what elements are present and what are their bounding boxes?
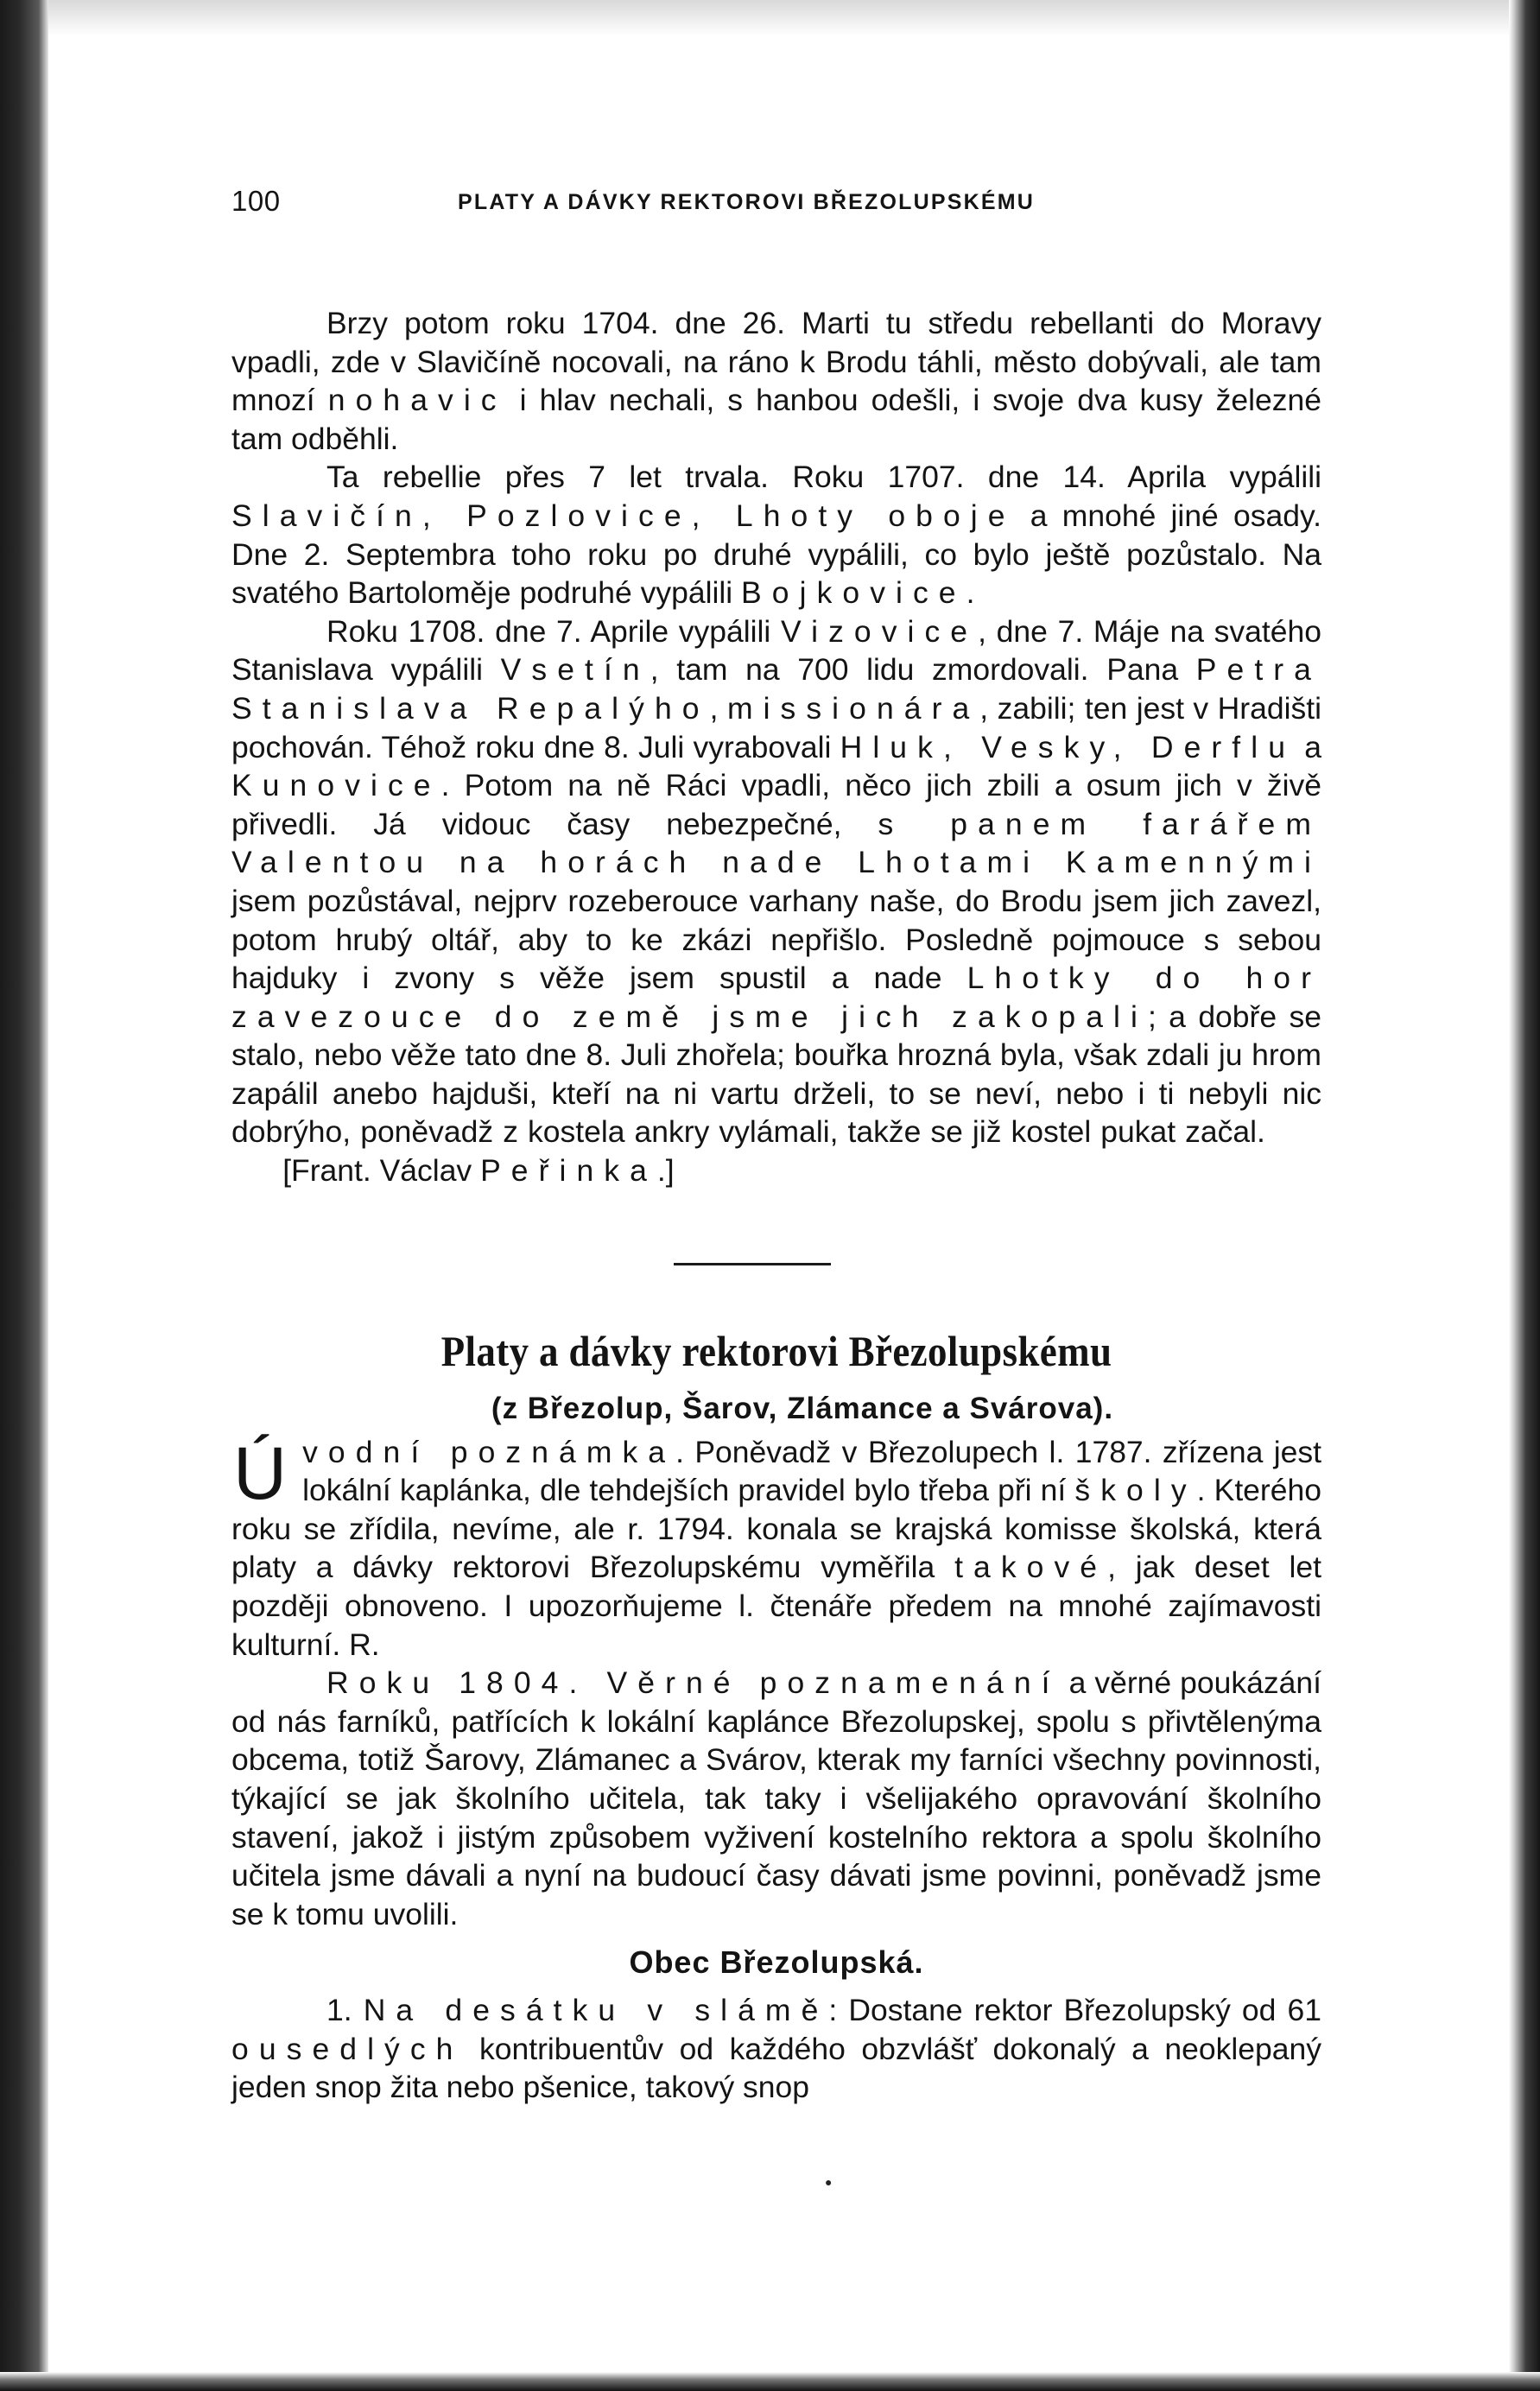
text-run: , dne 7. Máje na svatého Stanislava vypálili (231, 613, 1321, 688)
spaced-text: Lhotky do hor zavezouce do země jsme jich zakopali (231, 961, 1321, 1034)
page-number: 100 (231, 185, 281, 217)
ink-speck: ● (825, 2177, 833, 2190)
text-run: : Dostane rektor Březolupský od 61 (828, 1992, 1321, 2027)
spaced-text: missionára (726, 690, 980, 726)
chronicle-paragraph-3 (231, 612, 1321, 1190)
spaced-text: Bojkovice (741, 575, 966, 611)
text-run: . (966, 575, 975, 611)
spaced-text: ousedlých (231, 2031, 464, 2066)
text-run: , tam na 700 lidu zmordovali. Pana (650, 652, 1196, 688)
spaced-text: vodní poznámka (302, 1434, 676, 1469)
spaced-text: Roku 1804. (326, 1665, 607, 1701)
text-run: , jak deset let později obnoveno. I upozorňujeme l. čtenáře předem na mnohé zajímavosti kulturní. R. (231, 1550, 1322, 1662)
chronicle-paragraph-1 (231, 304, 1321, 458)
article-subtitle: (z Březolup, Šarov, Zlámance a Svárova). (491, 1391, 1114, 1425)
text-run: jsem pozůstával, nejprv rozeberouce varhany naše, do Brodu jsem jich zavezl, potom hrubý oltář, aby to ke zkázi nepřišlo. Posledně pojmouce s sebou hajduky i zvony s věže jsem spustil a nade (231, 883, 1321, 996)
chronicle-signature (282, 1153, 674, 1188)
scan-edge-right (1509, 0, 1540, 2391)
text-run: [Frant. Václav (282, 1153, 481, 1189)
spaced-text: Vizovice (781, 613, 979, 649)
text-run: .] (656, 1153, 675, 1189)
text-run: a mnohé jiné osady. Dne 2. Septembra toho roku po druhé vypálili, co bylo ještě pozůstalo. Na svatého Bartoloměje podruhé vypálili (231, 498, 1321, 611)
spaced-text: nohavic (327, 383, 507, 418)
spaced-text: Slavičín, Pozlovice, Lhoty oboje (231, 498, 1016, 533)
scan-edge-bottom (0, 2372, 1540, 2391)
spaced-text: Vsetín (500, 652, 650, 688)
spaced-text: Hluk, Vesky, Derflu (840, 729, 1296, 764)
spaced-text: Peřinka (480, 1153, 657, 1189)
article-title: Platy a dávky rektorovi Březolupskému (440, 1326, 1112, 1375)
text-run: kontribuentův od každého obzvlášť dokonalý a neoklepaný jeden snop žita nebo pšenice, takový snop (231, 2031, 1321, 2105)
chronicle-paragraph-2 (231, 458, 1321, 612)
text-run: Roku 1708. dne 7. Aprile vypálili (326, 613, 781, 649)
text-run: , zabili; ten jest v Hradišti pochován. Téhož roku dne 8. Juli vyrabovali (231, 690, 1321, 764)
text-run: . Potom na ně Ráci vpadli, něco jich zbili a osum jich v živě přivedli. Já vidouc časy nebezpečné, (231, 768, 1321, 841)
text-run: Ta rebellie přes 7 let trvala. Roku 1707. dne 14. Aprila vypálili (326, 460, 1321, 495)
text-run: ; a dobře se stalo, nebo věže tato dne 8. Juli zhořela; bouřka hrozná byla, však zdali ju hrom zapálil anebo hajduši, kteří na ni vartu drželi, to se neví, nebo i ti nebyli nic dobrýho, poněvadž z kostela ankry vylámali, takže se již kostel pukat začal. (231, 999, 1321, 1150)
scan-edge-left (0, 0, 48, 2391)
section-divider (674, 1263, 831, 1265)
spaced-text: školy (1074, 1473, 1197, 1508)
text-run: Brzy potom roku 1704. dne 26. Marti tu středu rebellanti do Moravy vpadli, zde v Slavičíně nocovali, na ráno k Brodu táhli, město dobývali, ale tam mnozí (231, 306, 1321, 418)
spaced-text: s panem farářem Valentou na horách nade Lhotami Kamennými (231, 806, 1321, 880)
spaced-text: Kunovice (231, 768, 441, 803)
article-body (231, 1433, 1321, 2107)
record-paragraph (231, 1664, 1321, 1933)
text-run: , (709, 690, 727, 726)
text-run: i hlav nechali, s hanbou odešli, i svoje dva kusy železné tam odběhli. (231, 383, 1321, 456)
running-head-title: PLATY A DÁVKY REKTOROVI BŘEZOLUPSKÉMU (458, 190, 1036, 214)
text-run: a věrné poukázání od nás farníků, patřících k lokální kaplánce Březolupskej, spolu s přivtělenýma obcema, totiž Šarovy, Zlámanec a Svárov, kterak my farníci všechny povinnosti, týkající se jak školního učitela, tak taky i všelijakého opravování školního stavení, jakož i jistým způsobem vyživení kostelního rektora a spolu školního učitela jsme dávali a nyní na budoucí časy dávati jsme povinni, poněvadž jsme se k tomu uvolili. (231, 1665, 1321, 1931)
text-column (231, 183, 1321, 2107)
running-head (231, 183, 1321, 221)
intro-paragraph (231, 1433, 1321, 1665)
text-run: . Kterého roku se zřídila, nevíme, ale r. 1794. konala se krajská komisse školská, která platy a dávky rektorovi Březolupskému vyměřila (231, 1473, 1321, 1585)
spaced-text: Petra Stanislava Repalýho (231, 652, 1321, 726)
text-run: a (1296, 729, 1322, 764)
text-run: 1. (326, 1992, 364, 2027)
chronicle-excerpt (231, 304, 1321, 1190)
item-paragraph (231, 1991, 1321, 2107)
drop-cap: Ú (233, 1431, 288, 1515)
scan-edge-top (0, 0, 1540, 36)
spaced-text: Na desátku v slámě (363, 1992, 829, 2027)
spaced-text: takové (954, 1550, 1108, 1585)
section-heading: Obec Březolupská. (629, 1944, 924, 1981)
text-run: . Poněvadž v Březolupech l. 1787. zřízena jest lokální kaplánka, dle tehdejších pravidel bylo třeba při ní (302, 1434, 1321, 1508)
spaced-text: Věrné poznamenání (606, 1665, 1061, 1701)
